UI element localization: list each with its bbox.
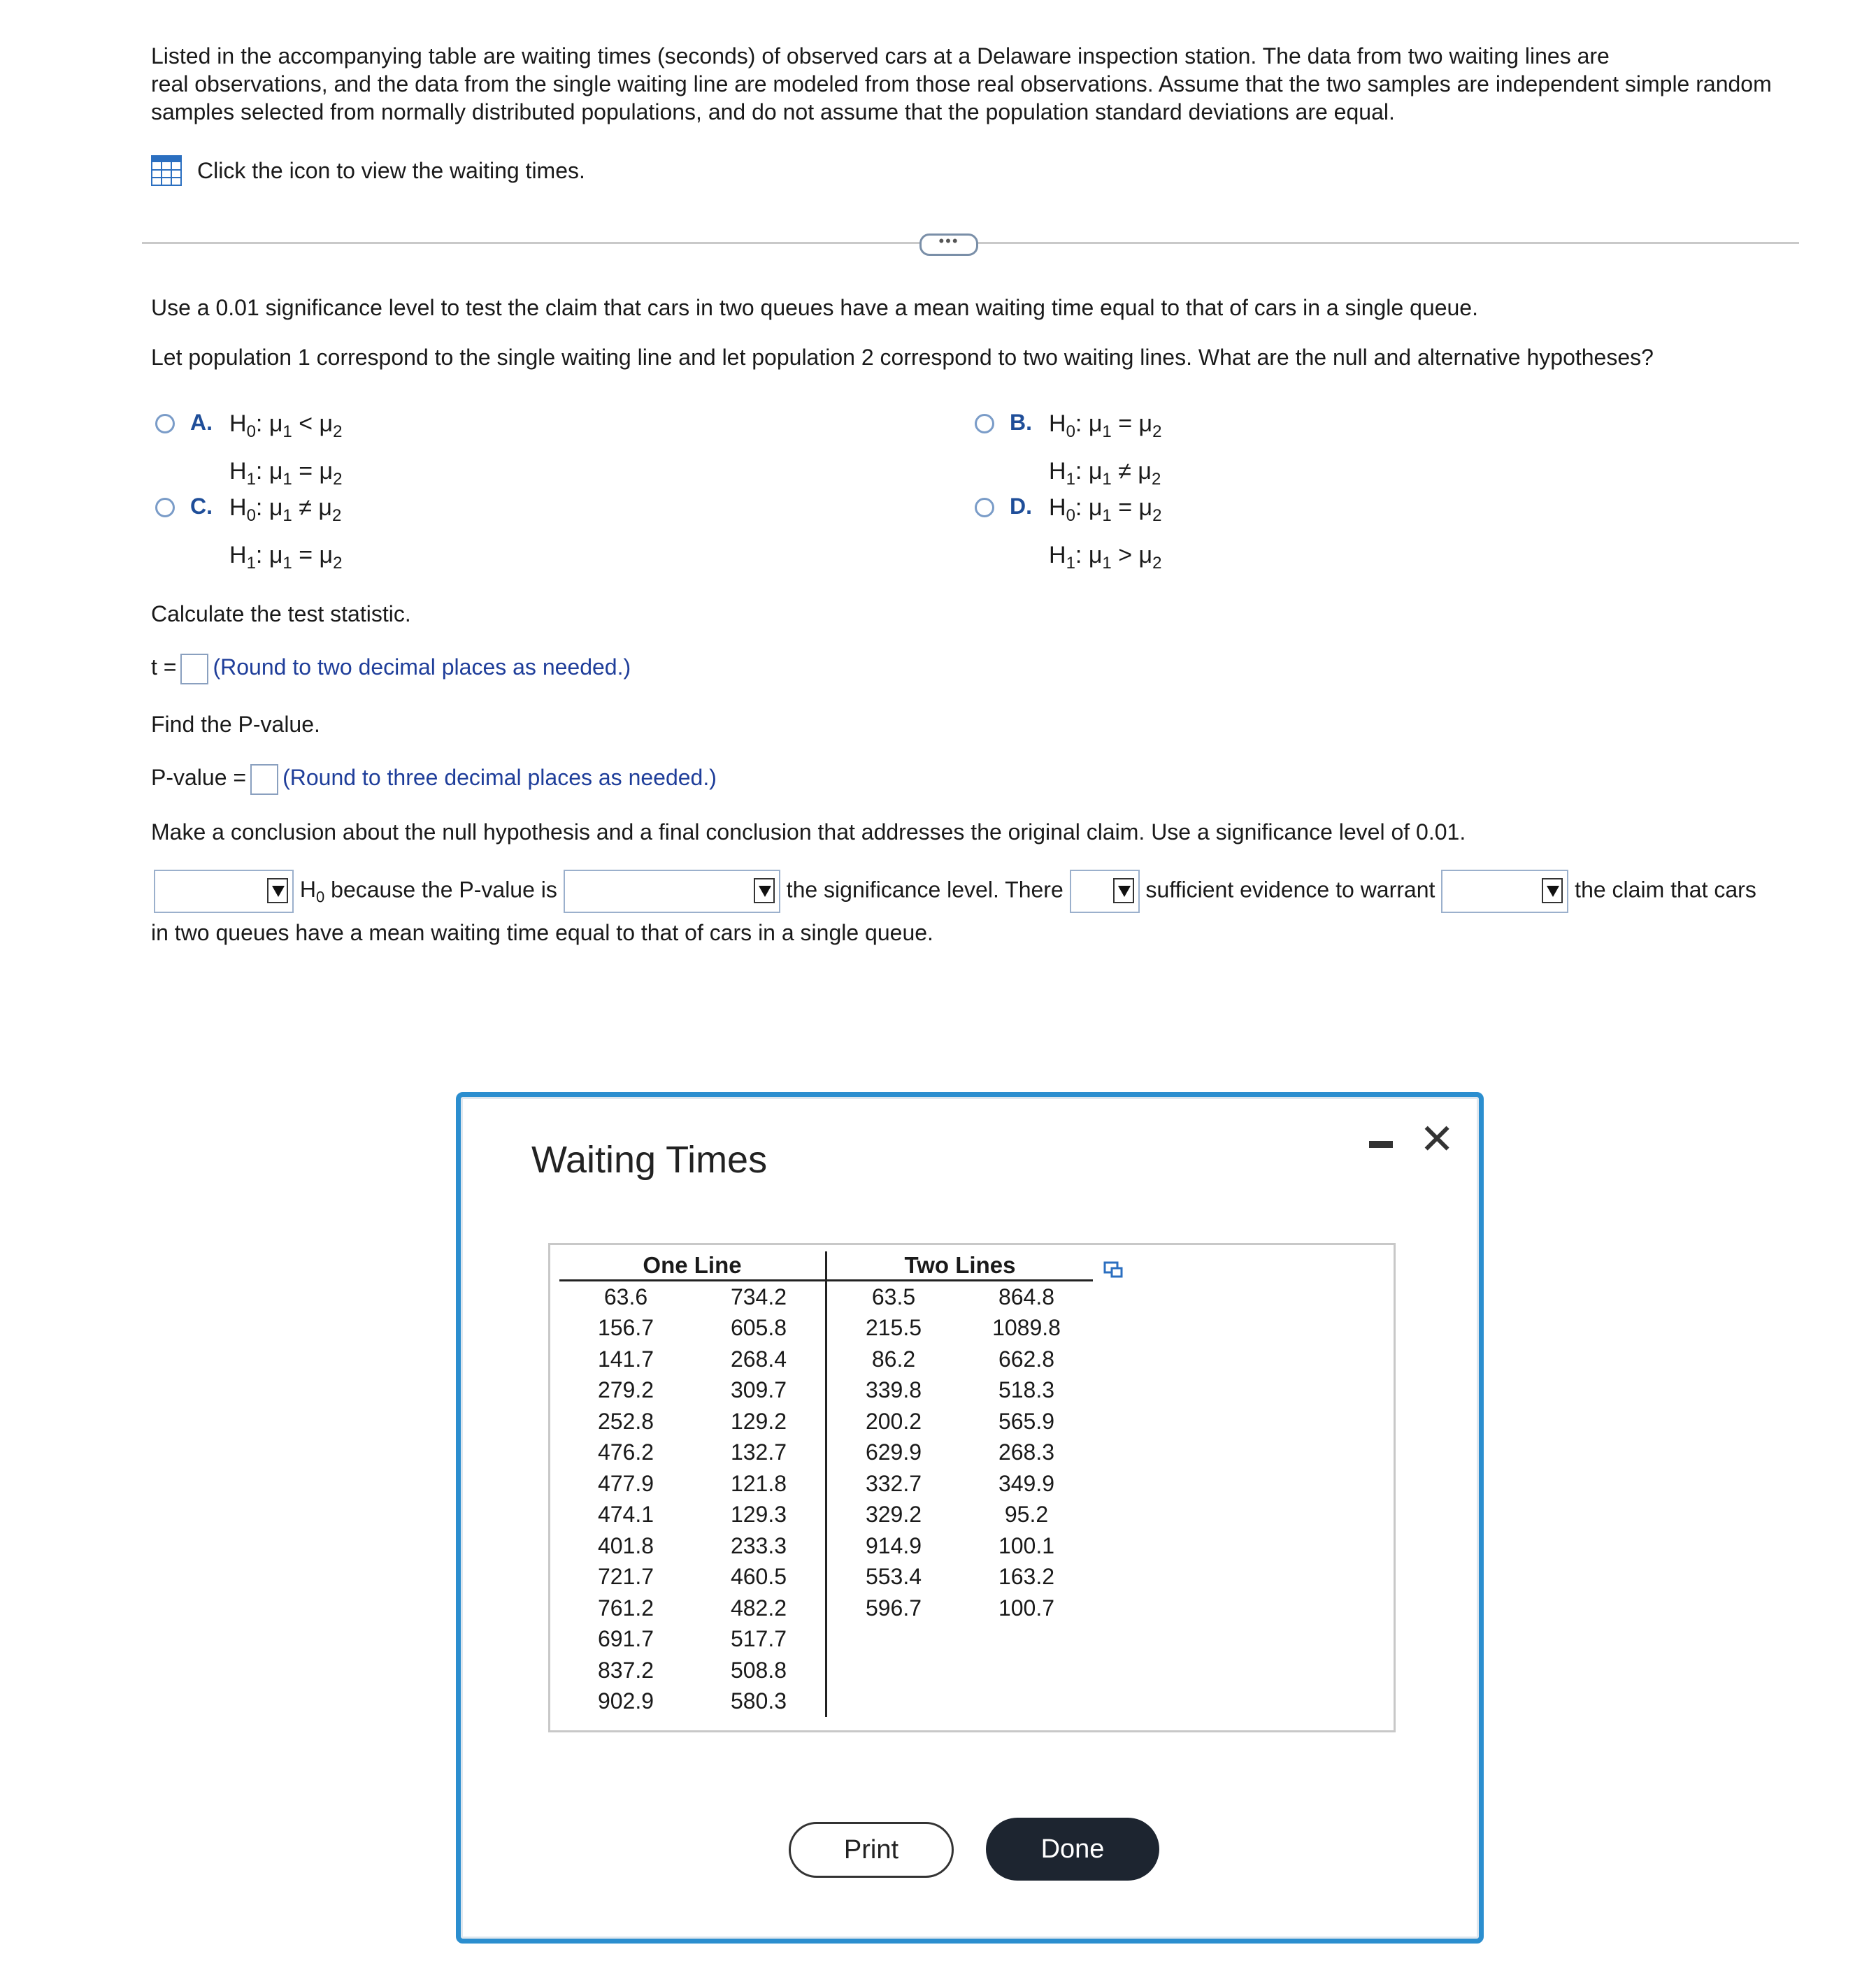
table-row: [559, 1406, 1093, 1437]
table-row: [559, 1375, 1093, 1407]
header-one-line: One Line: [559, 1251, 826, 1281]
option-c[interactable]: [155, 494, 342, 583]
header-two-lines: Two Lines: [826, 1251, 1094, 1281]
table-row: [559, 1468, 1093, 1500]
table-cell: 482.2: [692, 1593, 826, 1624]
table-cell: 596.7: [865, 1595, 922, 1621]
table-cell: 605.8: [692, 1313, 826, 1344]
chevron-down-icon[interactable]: [754, 878, 775, 903]
problem-intro: [151, 42, 1815, 126]
table-cell: 864.8: [998, 1284, 1055, 1309]
option-a[interactable]: [155, 410, 342, 499]
table-row: [559, 1655, 1093, 1686]
print-button[interactable]: Print: [789, 1822, 954, 1878]
table-row: [559, 1593, 1093, 1624]
table-cell: 215.5: [865, 1315, 922, 1341]
table-cell: [826, 1686, 961, 1718]
close-icon[interactable]: ✕: [1419, 1116, 1455, 1163]
table-cell: 902.9: [597, 1688, 654, 1714]
conclusion-prompt: Make a conclusion about the null hypothesis and a final conclusion that addresses the original claim. Use a significance level of 0.01.: [151, 819, 1466, 845]
pvalue-label: P-value =: [151, 765, 247, 790]
table-cell: 121.8: [692, 1468, 826, 1500]
evidence-dropdown[interactable]: [1070, 870, 1140, 913]
reject-dropdown[interactable]: [154, 870, 294, 913]
table-cell: 163.2: [998, 1564, 1055, 1590]
expand-more-button[interactable]: •••: [919, 234, 978, 256]
table-icon[interactable]: [151, 155, 182, 186]
table-cell: 508.8: [692, 1655, 826, 1686]
table-cell: 518.3: [998, 1377, 1055, 1403]
option-b[interactable]: [975, 410, 1161, 499]
chevron-down-icon[interactable]: [1542, 878, 1563, 903]
pvalue-row: [151, 763, 717, 795]
conclusion-row: [154, 870, 1756, 913]
table-cell: 63.6: [603, 1284, 648, 1309]
table-cell: 268.4: [692, 1344, 826, 1375]
table-cell: 474.1: [597, 1502, 654, 1528]
table-cell: 517.7: [692, 1624, 826, 1655]
table-row: [559, 1313, 1093, 1344]
intro-line-1: Listed in the accompanying table are waiting times (seconds) of observed cars at a Delaware inspection station. The data from two waiting lines are: [151, 43, 1610, 69]
table-cell: 914.9: [865, 1532, 922, 1558]
table-cell: 477.9: [597, 1470, 654, 1496]
table-cell: 339.8: [865, 1377, 922, 1403]
view-data-link[interactable]: [151, 155, 585, 186]
table-cell: 268.3: [998, 1439, 1055, 1465]
option-c-radio[interactable]: [155, 498, 175, 517]
conclusion-frag-4: the claim that cars: [1575, 877, 1756, 903]
hypothesis-prompt: Let population 1 correspond to the single waiting line and let population 2 correspond to two waiting lines. What are the null and alternative hypotheses?: [151, 345, 1654, 370]
comparison-dropdown[interactable]: [564, 870, 780, 913]
table-cell: 129.3: [692, 1500, 826, 1531]
claim-text: Use a 0.01 significance level to test the claim that cars in two queues have a mean waiting time equal to that of cars in a single queue.: [151, 295, 1478, 320]
option-a-hypotheses: $H_0$: $\mu_1 < \mu_2$ $H_1$: $\mu_1 = \mu_2$: [229, 410, 343, 489]
table-cell: 252.8: [597, 1408, 654, 1434]
table-cell: 565.9: [998, 1408, 1055, 1434]
chevron-down-icon[interactable]: [267, 878, 288, 903]
minimize-icon[interactable]: [1369, 1141, 1393, 1148]
table-row: [559, 1344, 1093, 1375]
table-cell: 141.7: [597, 1346, 654, 1372]
table-cell: 691.7: [597, 1626, 654, 1652]
table-cell: 329.2: [865, 1502, 922, 1528]
table-cell: 100.7: [998, 1595, 1055, 1621]
warrant-dropdown[interactable]: [1441, 870, 1568, 913]
table-cell: 460.5: [692, 1562, 826, 1593]
table-cell: 721.7: [597, 1564, 654, 1590]
table-cell: 1089.8: [992, 1315, 1061, 1341]
table-cell: 662.8: [998, 1346, 1055, 1372]
copy-icon[interactable]: [1103, 1261, 1124, 1279]
table-cell: [960, 1624, 1093, 1655]
table-cell: 629.9: [865, 1439, 922, 1465]
done-button[interactable]: Done: [986, 1818, 1159, 1881]
table-cell: 86.2: [871, 1346, 916, 1372]
chevron-down-icon[interactable]: [1113, 878, 1134, 903]
table-cell: 349.9: [998, 1470, 1055, 1496]
conclusion-frag-2: the significance level. There: [786, 877, 1064, 903]
t-label: t =: [151, 654, 177, 680]
h0-symbol: $H_0$: [299, 877, 325, 906]
table-cell: 63.5: [871, 1284, 916, 1309]
table-row: [559, 1624, 1093, 1655]
table-cell: 401.8: [597, 1532, 654, 1558]
table-cell: 476.2: [597, 1439, 654, 1465]
option-c-hypotheses: $H_0$: $\mu_1 \ne \mu_2$ $H_1$: $\mu_1 = \mu_2$: [229, 494, 343, 573]
table-row: [559, 1500, 1093, 1531]
table-cell: 734.2: [692, 1281, 826, 1313]
table-cell: 156.7: [597, 1315, 654, 1341]
option-d[interactable]: [975, 494, 1161, 583]
intro-line-3: samples selected from normally distributed populations, and do not assume that the population standard deviations are equal.: [151, 99, 1395, 124]
table-row: [559, 1437, 1093, 1469]
test-stat-prompt: Calculate the test statistic.: [151, 601, 411, 626]
option-b-hypotheses: $H_0$: $\mu_1 = \mu_2$ $H_1$: $\mu_1 \ne \mu_2$: [1049, 410, 1162, 489]
conclusion-line-2: in two queues have a mean waiting time equal to that of cars in a single queue.: [151, 920, 933, 945]
pvalue-input[interactable]: [250, 764, 278, 795]
option-d-letter: D.: [1010, 494, 1032, 519]
table-cell: 761.2: [597, 1595, 654, 1621]
conclusion-frag-1: because the P-value is: [331, 877, 557, 903]
table-cell: 837.2: [597, 1657, 654, 1683]
table-cell: 580.3: [692, 1686, 826, 1718]
table-cell: [960, 1655, 1093, 1686]
table-cell: [960, 1686, 1093, 1718]
table-cell: [826, 1624, 961, 1655]
table-cell: 233.3: [692, 1530, 826, 1562]
table-row: [559, 1281, 1093, 1313]
t-input[interactable]: [180, 654, 208, 684]
table-row: [559, 1686, 1093, 1718]
intro-line-2: real observations, and the data from the single waiting line are modeled from those real observations. Assume that the two samples are independent simple random: [151, 71, 1772, 96]
option-b-radio[interactable]: [975, 414, 994, 433]
table-cell: 332.7: [865, 1470, 922, 1496]
table-cell: 100.1: [998, 1532, 1055, 1558]
option-b-letter: B.: [1010, 410, 1032, 435]
option-d-radio[interactable]: [975, 498, 994, 517]
t-hint: (Round to two decimal places as needed.): [213, 654, 631, 680]
table-row: [559, 1562, 1093, 1593]
pvalue-prompt: Find the P-value.: [151, 712, 320, 737]
option-d-hypotheses: $H_0$: $\mu_1 = \mu_2$ $H_1$: $\mu_1 > \mu_2$: [1049, 494, 1162, 573]
dialog-title: Waiting Times: [531, 1139, 768, 1181]
table-cell: [826, 1655, 961, 1686]
pvalue-hint: (Round to three decimal places as needed.): [282, 765, 717, 790]
waiting-times-table: [559, 1251, 1093, 1717]
table-cell: 95.2: [1004, 1502, 1049, 1528]
table-cell: 200.2: [865, 1408, 922, 1434]
option-a-letter: A.: [190, 410, 213, 435]
test-stat-row: [151, 653, 631, 684]
table-cell: 129.2: [692, 1406, 826, 1437]
table-cell: 553.4: [865, 1564, 922, 1590]
table-row: [559, 1530, 1093, 1562]
table-cell: 132.7: [692, 1437, 826, 1469]
option-a-radio[interactable]: [155, 414, 175, 433]
conclusion-frag-3: sufficient evidence to warrant: [1145, 877, 1435, 903]
option-c-letter: C.: [190, 494, 213, 519]
table-cell: 309.7: [692, 1375, 826, 1407]
view-data-text[interactable]: Click the icon to view the waiting times.: [197, 157, 585, 183]
table-cell: 279.2: [597, 1377, 654, 1403]
